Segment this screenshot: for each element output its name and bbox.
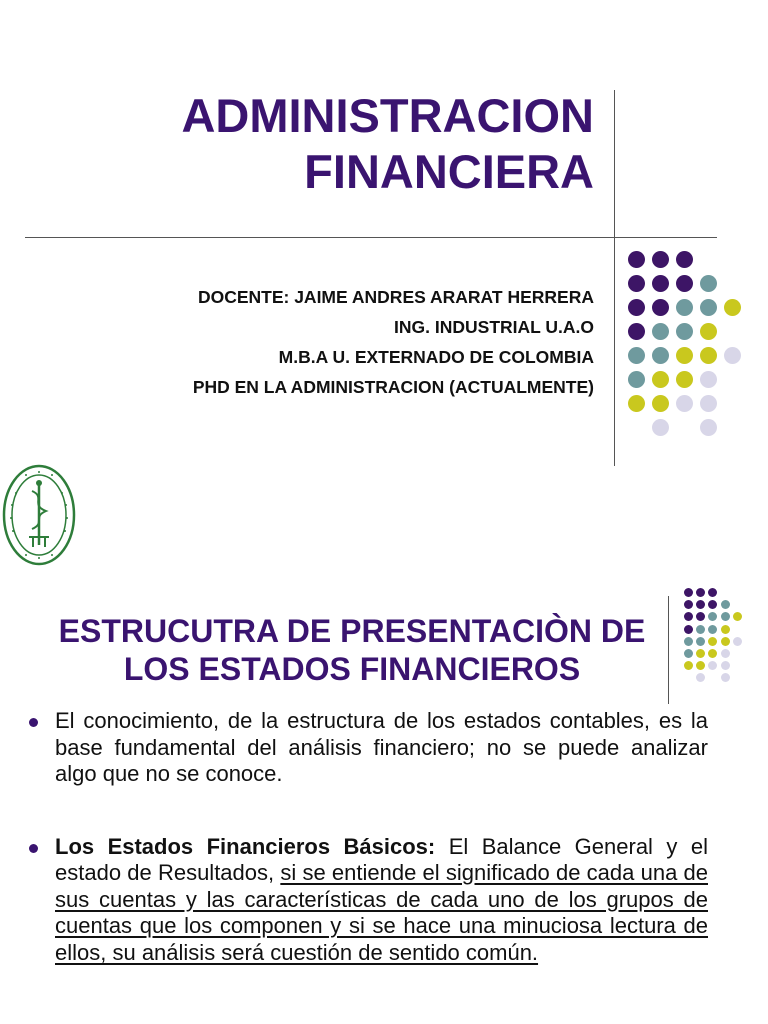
bullet-text: El conocimiento, de la estructura de los estados contables, es la base fundamental del análisis financiero; no se puede analizar algo que no se conoce. bbox=[55, 708, 708, 786]
bullet-item-financial-statements bbox=[28, 834, 708, 967]
author-line-degree: ING. INDUSTRIAL U.A.O bbox=[394, 317, 594, 337]
decor-dot bbox=[721, 673, 730, 682]
decor-dot bbox=[733, 612, 742, 621]
decor-dot bbox=[696, 673, 705, 682]
decor-dot bbox=[700, 275, 717, 292]
decor-dot bbox=[708, 649, 717, 658]
decor-dot bbox=[700, 347, 717, 364]
decor-dot bbox=[733, 637, 742, 646]
decor-dot bbox=[721, 600, 730, 609]
author-line-mba: M.B.A U. EXTERNADO DE COLOMBIA bbox=[278, 347, 594, 367]
decor-dot bbox=[676, 371, 693, 388]
decor-dot bbox=[721, 661, 730, 670]
decor-dot bbox=[684, 625, 693, 634]
decor-dot bbox=[696, 649, 705, 658]
decor-dot bbox=[628, 371, 645, 388]
decor-dot bbox=[721, 612, 730, 621]
decor-dot bbox=[696, 637, 705, 646]
decor-dot bbox=[700, 419, 717, 436]
bullet-underlined-text: si se entiende el significado de cada una de sus cuentas y las características de cada uno de los grupos de cuentas que los componen y si se hace una minuciosa lectura de ellos, su análisis será cuestión de sentido común. bbox=[55, 860, 708, 965]
vertical-divider bbox=[614, 90, 615, 466]
decor-dot bbox=[676, 251, 693, 268]
slide-heading bbox=[22, 612, 682, 688]
decor-dot bbox=[684, 588, 693, 597]
slide-title bbox=[181, 88, 594, 200]
heading-line-2: LOS ESTADOS FINANCIEROS bbox=[123, 651, 581, 687]
decor-dot bbox=[721, 649, 730, 658]
decor-dot bbox=[696, 588, 705, 597]
decor-dot bbox=[628, 275, 645, 292]
decor-dot bbox=[628, 299, 645, 316]
decor-dot bbox=[708, 661, 717, 670]
decor-dot bbox=[721, 637, 730, 646]
decor-dot bbox=[708, 637, 717, 646]
decor-dot bbox=[652, 419, 669, 436]
decor-dot bbox=[676, 299, 693, 316]
author-line-phd: PHD EN LA ADMINISTRACION (ACTUALMENTE) bbox=[192, 377, 594, 397]
decor-dot bbox=[628, 347, 645, 364]
decor-dot bbox=[724, 299, 741, 316]
decor-dot bbox=[676, 395, 693, 412]
decor-dot bbox=[700, 371, 717, 388]
bullet-plain-text: El Balance General y el estado de Resultados, bbox=[55, 833, 708, 885]
decor-dot bbox=[708, 612, 717, 621]
decor-dot bbox=[684, 649, 693, 658]
university-seal-logo bbox=[2, 463, 76, 567]
decor-dot bbox=[628, 251, 645, 268]
decor-dot bbox=[700, 299, 717, 316]
decor-dot bbox=[700, 323, 717, 340]
decor-dot bbox=[652, 323, 669, 340]
decor-dot bbox=[652, 395, 669, 412]
decor-dot bbox=[696, 625, 705, 634]
decor-dot bbox=[676, 275, 693, 292]
decor-dot bbox=[652, 347, 669, 364]
title-line-2: FINANCIERA bbox=[304, 145, 594, 198]
decor-dot bbox=[696, 661, 705, 670]
bullet-bold-lead: Los Estados Financieros Básicos: bbox=[55, 833, 436, 859]
author-info bbox=[193, 282, 594, 402]
author-line-docente: DOCENTE: JAIME ANDRES ARARAT HERRERA bbox=[197, 287, 594, 307]
vertical-divider-2 bbox=[668, 596, 669, 704]
decor-dot bbox=[696, 600, 705, 609]
decor-dot bbox=[721, 625, 730, 634]
decor-dot bbox=[696, 612, 705, 621]
decor-dot bbox=[676, 347, 693, 364]
content-slide bbox=[0, 560, 768, 1024]
decor-dot bbox=[676, 323, 693, 340]
decor-dot bbox=[628, 395, 645, 412]
decor-dot bbox=[652, 299, 669, 316]
decor-dot bbox=[684, 600, 693, 609]
bullet-list bbox=[28, 708, 708, 966]
heading-line-1: ESTRUCUTRA DE PRESENTACIÒN DE bbox=[58, 613, 646, 649]
bullet-item-knowledge bbox=[28, 708, 708, 788]
decor-dot bbox=[628, 323, 645, 340]
decor-dot bbox=[708, 588, 717, 597]
decor-dot bbox=[652, 371, 669, 388]
decor-dot bbox=[700, 395, 717, 412]
decor-dot bbox=[684, 612, 693, 621]
decor-dot bbox=[708, 625, 717, 634]
decor-dot bbox=[724, 347, 741, 364]
decor-dot bbox=[708, 600, 717, 609]
decor-dot bbox=[652, 275, 669, 292]
decor-dot bbox=[652, 251, 669, 268]
title-line-1: ADMINISTRACION bbox=[181, 89, 594, 142]
decor-dot bbox=[684, 661, 693, 670]
decor-dot bbox=[684, 637, 693, 646]
